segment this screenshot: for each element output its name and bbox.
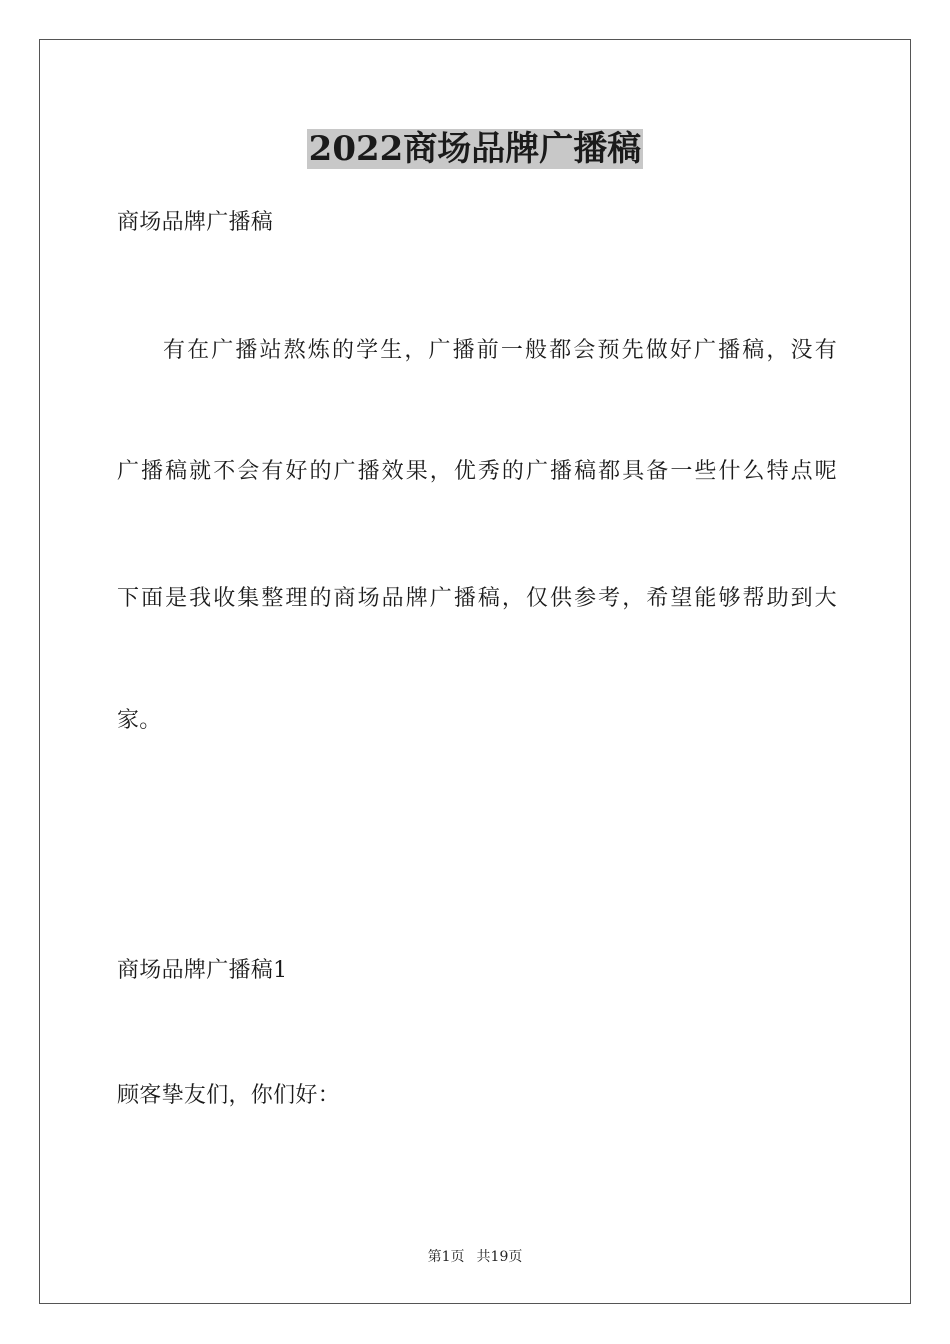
- document-subtitle: 商场品牌广播稿: [117, 210, 274, 235]
- document-title-text: 2022商场品牌广播稿: [308, 129, 642, 169]
- intro-line-4: 家。: [117, 708, 162, 733]
- intro-line-2: 广播稿就不会有好的广播效果，优秀的广播稿都具备一些什么特点呢: [117, 459, 837, 484]
- intro-line-3: 下面是我收集整理的商场品牌广播稿，仅供参考，希望能够帮助到大: [117, 586, 837, 611]
- section-heading: 商场品牌广播稿1: [117, 958, 288, 983]
- document-title: [0, 127, 950, 171]
- page-total: 共19页: [476, 1249, 523, 1265]
- page-footer: [0, 1247, 950, 1267]
- intro-line-1: 有在广播站熬炼的学生，广播前一般都会预先做好广播稿，没有: [163, 338, 837, 363]
- page-current: 第1页: [427, 1249, 465, 1265]
- greeting-line: 顾客挚友们，你们好：: [117, 1083, 341, 1108]
